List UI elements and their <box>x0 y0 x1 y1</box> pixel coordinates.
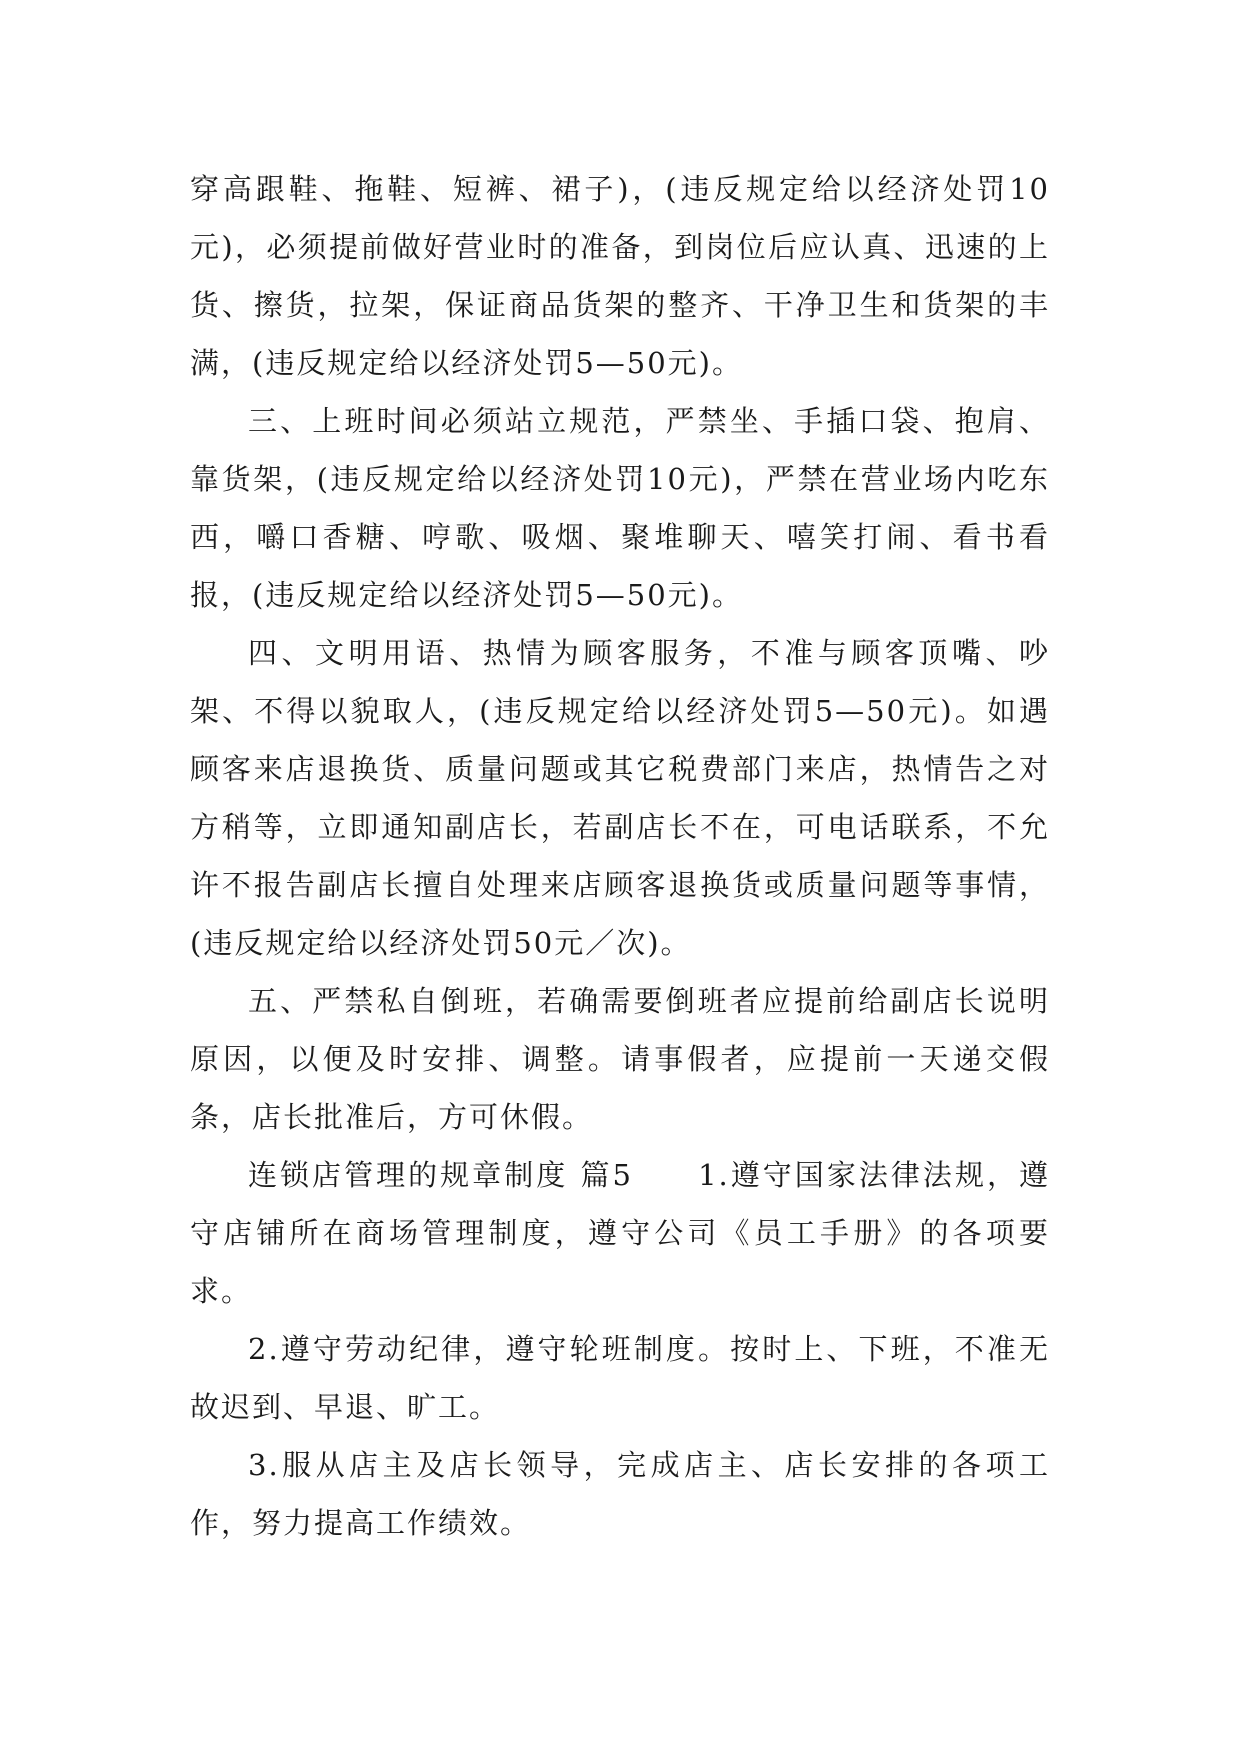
document-body <box>190 160 1050 1552</box>
paragraph-rule-4: 四、文明用语、热情为顾客服务，不准与顾客顶嘴、吵架、不得以貌取人，(违反规定给以经济处罚5—50元)。如遇顾客来店退换货、质量问题或其它税费部门来店，热情告之对方稍等，立即通知副店长，若副店长不在，可电话联系，不允许不报告副店长擅自处理来店顾客退换货或质量问题等事情，(违反规定给以经济处罚50元／次)。 <box>190 636 1050 960</box>
paragraph-section-5-item-3: 3.服从店主及店长领导，完成店主、店长安排的各项工作，努力提高工作绩效。 <box>190 1448 1050 1540</box>
paragraph-section-5-item-1: 连锁店管理的规章制度 篇5 1.遵守国家法律法规，遵守店铺所在商场管理制度，遵守公司《员工手册》的各项要求。 <box>190 1158 1050 1308</box>
paragraph-rule-3: 三、上班时间必须站立规范，严禁坐、手插口袋、抱肩、靠货架，(违反规定给以经济处罚10元)，严禁在营业场内吃东西，嚼口香糖、哼歌、吸烟、聚堆聊天、嘻笑打闹、看书看报，(违反规定给以经济处罚5—50元)。 <box>190 404 1050 612</box>
paragraph-section-5-item-2: 2.遵守劳动纪律，遵守轮班制度。按时上、下班，不准无故迟到、早退、旷工。 <box>190 1332 1050 1424</box>
paragraph-rule-5: 五、严禁私自倒班，若确需要倒班者应提前给副店长说明原因，以便及时安排、调整。请事假者，应提前一天递交假条，店长批准后，方可休假。 <box>190 984 1050 1134</box>
paragraph-continuation: 穿高跟鞋、拖鞋、短裤、裙子)，(违反规定给以经济处罚10元)，必须提前做好营业时的准备，到岗位后应认真、迅速的上货、擦货，拉架，保证商品货架的整齐、干净卫生和货架的丰满，(违反规定给以经济处罚5—50元)。 <box>190 172 1050 380</box>
